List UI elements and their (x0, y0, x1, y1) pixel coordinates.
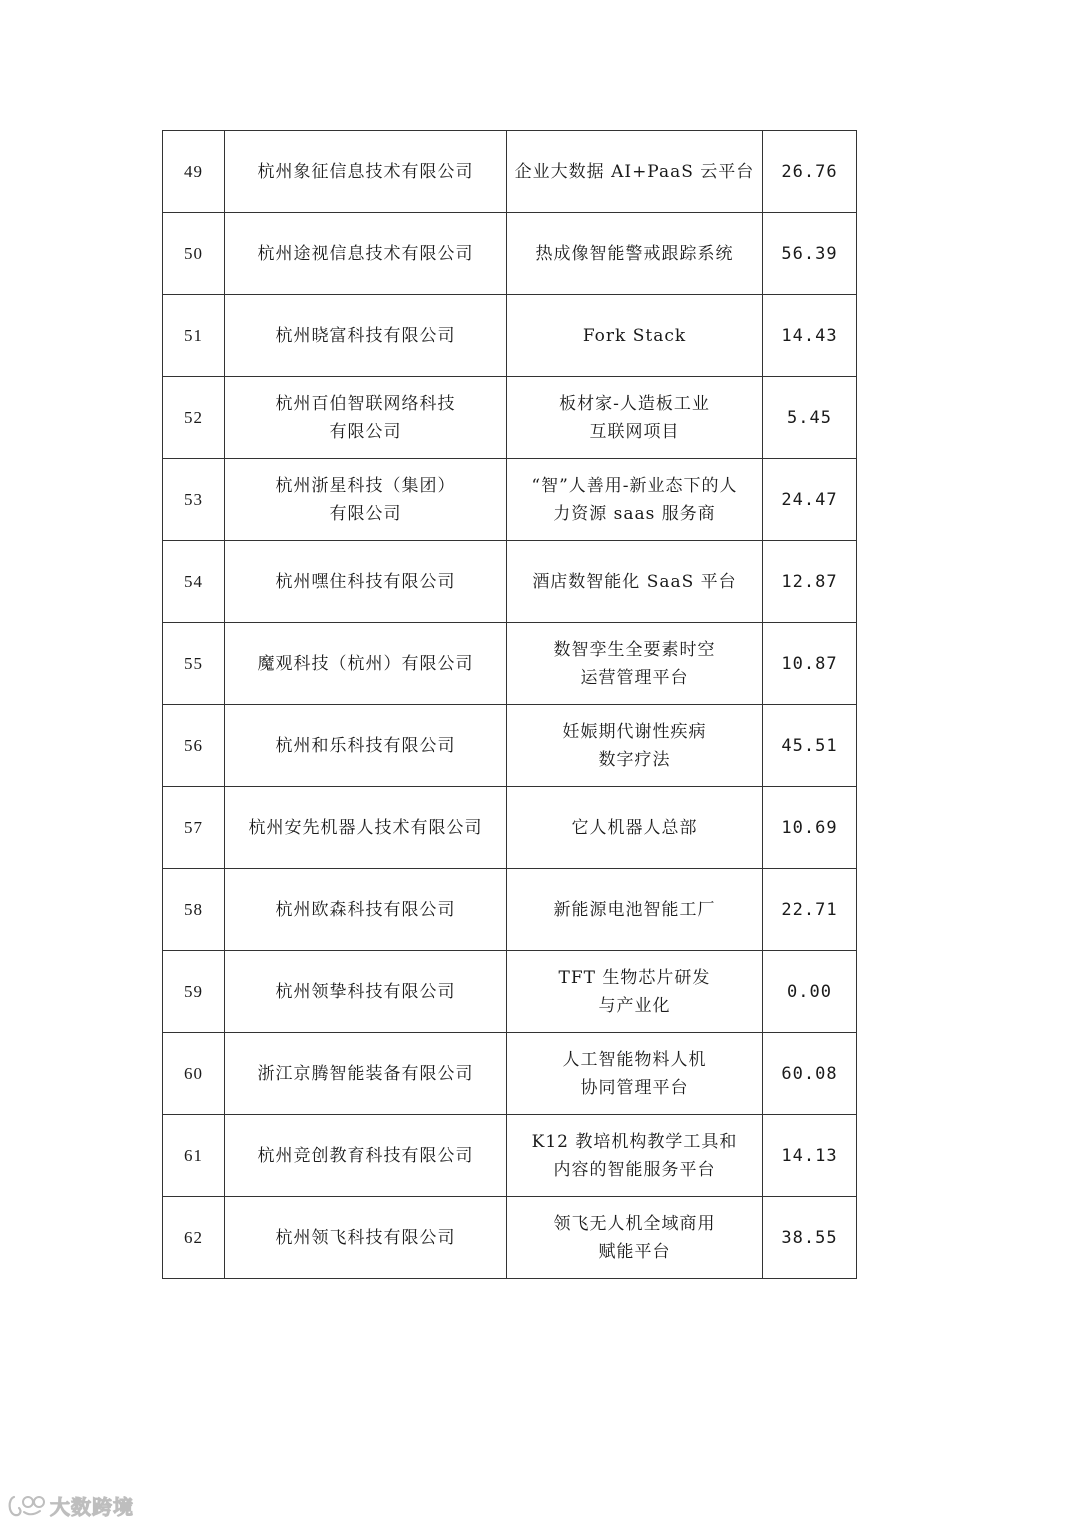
table-row (163, 705, 857, 787)
project-name-line: Fork Stack (582, 325, 687, 346)
company-name-line: 杭州领飞科技有限公司 (275, 1227, 456, 1248)
project-name-line: 板材家-人造板工业 (559, 393, 710, 414)
company-name-cell (225, 377, 507, 459)
project-name-cell (507, 459, 763, 541)
row-number-cell: 57 (163, 787, 225, 869)
company-name-cell (225, 705, 507, 787)
project-name-line: 与产业化 (598, 995, 671, 1016)
company-name-cell (225, 295, 507, 377)
project-name-line: 协同管理平台 (580, 1077, 689, 1098)
project-name-line: TFT 生物芯片研发 (558, 967, 711, 988)
value-cell: 38.55 (763, 1197, 857, 1279)
company-name-line: 魔观科技（杭州）有限公司 (257, 653, 474, 674)
company-name-line: 杭州欧森科技有限公司 (275, 899, 456, 920)
project-name-cell (507, 623, 763, 705)
company-name-cell (225, 787, 507, 869)
row-number-cell: 50 (163, 213, 225, 295)
project-name-cell (507, 951, 763, 1033)
value-cell: 0.00 (763, 951, 857, 1033)
company-name-line: 杭州竞创教育科技有限公司 (257, 1145, 474, 1166)
row-number-cell: 49 (163, 131, 225, 213)
project-name-line: K12 教培机构教学工具和 (531, 1131, 738, 1152)
project-name-line: 企业大数据 AI+PaaS 云平台 (514, 161, 755, 182)
table-row (163, 377, 857, 459)
table-row (163, 951, 857, 1033)
project-name-cell (507, 869, 763, 951)
row-number-cell: 61 (163, 1115, 225, 1197)
project-name-cell (507, 131, 763, 213)
value-cell: 22.71 (763, 869, 857, 951)
company-name-cell (225, 1115, 507, 1197)
company-name-line: 有限公司 (329, 421, 402, 442)
company-name-cell (225, 131, 507, 213)
table-row (163, 295, 857, 377)
company-name-cell (225, 1197, 507, 1279)
value-cell: 26.76 (763, 131, 857, 213)
company-name-line: 杭州浙星科技（集团） (275, 475, 456, 496)
value-cell: 14.13 (763, 1115, 857, 1197)
row-number-cell: 53 (163, 459, 225, 541)
project-name-line: 数智孪生全要素时空 (553, 639, 716, 660)
watermark-text: 大数跨境 (50, 1495, 134, 1519)
project-name-cell (507, 213, 763, 295)
company-name-cell (225, 213, 507, 295)
value-cell: 12.87 (763, 541, 857, 623)
project-name-line: 热成像智能警戒跟踪系统 (535, 243, 734, 264)
row-number-cell: 56 (163, 705, 225, 787)
project-name-line: 力资源 saas 服务商 (553, 503, 716, 524)
company-name-cell (225, 869, 507, 951)
table-row (163, 459, 857, 541)
company-name-cell (225, 459, 507, 541)
row-number-cell: 59 (163, 951, 225, 1033)
company-name-line: 杭州和乐科技有限公司 (275, 735, 456, 756)
company-name-line: 浙江京腾智能装备有限公司 (257, 1063, 474, 1084)
project-name-line: “智”人善用-新业态下的人 (531, 475, 738, 496)
value-cell: 56.39 (763, 213, 857, 295)
row-number-cell: 60 (163, 1033, 225, 1115)
project-name-line: 妊娠期代谢性疾病 (562, 721, 707, 742)
project-name-cell (507, 787, 763, 869)
project-name-cell (507, 295, 763, 377)
project-name-cell (507, 1197, 763, 1279)
row-number-cell: 58 (163, 869, 225, 951)
row-number-cell: 54 (163, 541, 225, 623)
value-cell: 5.45 (763, 377, 857, 459)
row-number-cell: 52 (163, 377, 225, 459)
table-row (163, 1115, 857, 1197)
row-number-cell: 55 (163, 623, 225, 705)
value-cell: 14.43 (763, 295, 857, 377)
table-row (163, 541, 857, 623)
project-name-cell (507, 1115, 763, 1197)
company-name-line: 杭州象征信息技术有限公司 (257, 161, 474, 182)
company-name-cell (225, 541, 507, 623)
row-number-cell: 62 (163, 1197, 225, 1279)
project-name-line: 新能源电池智能工厂 (553, 899, 716, 920)
table-row (163, 213, 857, 295)
project-name-line: 酒店数智能化 SaaS 平台 (532, 571, 737, 592)
table-row (163, 787, 857, 869)
project-name-line: 内容的智能服务平台 (553, 1159, 716, 1180)
company-name-line: 杭州领挚科技有限公司 (275, 981, 456, 1002)
project-name-line: 互联网项目 (589, 421, 680, 442)
company-name-cell (225, 623, 507, 705)
dashu-logo-icon (6, 1493, 46, 1519)
table-row (163, 1197, 857, 1279)
project-name-line: 数字疗法 (598, 749, 671, 770)
table-row (163, 1033, 857, 1115)
company-name-cell (225, 951, 507, 1033)
table-row (163, 623, 857, 705)
table-row (163, 131, 857, 213)
document-table-wrapper (162, 130, 856, 1279)
project-name-line: 它人机器人总部 (571, 817, 698, 838)
company-name-line: 杭州百伯智联网络科技 (275, 393, 456, 414)
company-name-cell (225, 1033, 507, 1115)
value-cell: 10.87 (763, 623, 857, 705)
table-row (163, 869, 857, 951)
project-name-cell (507, 705, 763, 787)
company-name-line: 杭州途视信息技术有限公司 (257, 243, 474, 264)
row-number-cell: 51 (163, 295, 225, 377)
project-name-line: 运营管理平台 (580, 667, 689, 688)
project-name-cell (507, 541, 763, 623)
project-name-line: 赋能平台 (598, 1241, 671, 1262)
value-cell: 60.08 (763, 1033, 857, 1115)
value-cell: 45.51 (763, 705, 857, 787)
company-name-line: 有限公司 (329, 503, 402, 524)
watermark (6, 1491, 134, 1520)
project-name-line: 人工智能物料人机 (562, 1049, 707, 1070)
company-name-line: 杭州嘿住科技有限公司 (275, 571, 456, 592)
project-name-cell (507, 1033, 763, 1115)
project-table (162, 130, 857, 1279)
value-cell: 24.47 (763, 459, 857, 541)
value-cell: 10.69 (763, 787, 857, 869)
company-name-line: 杭州安先机器人技术有限公司 (248, 817, 483, 838)
company-name-line: 杭州晓富科技有限公司 (275, 325, 456, 346)
project-name-line: 领飞无人机全域商用 (553, 1213, 716, 1234)
project-name-cell (507, 377, 763, 459)
table-body (163, 131, 857, 1279)
